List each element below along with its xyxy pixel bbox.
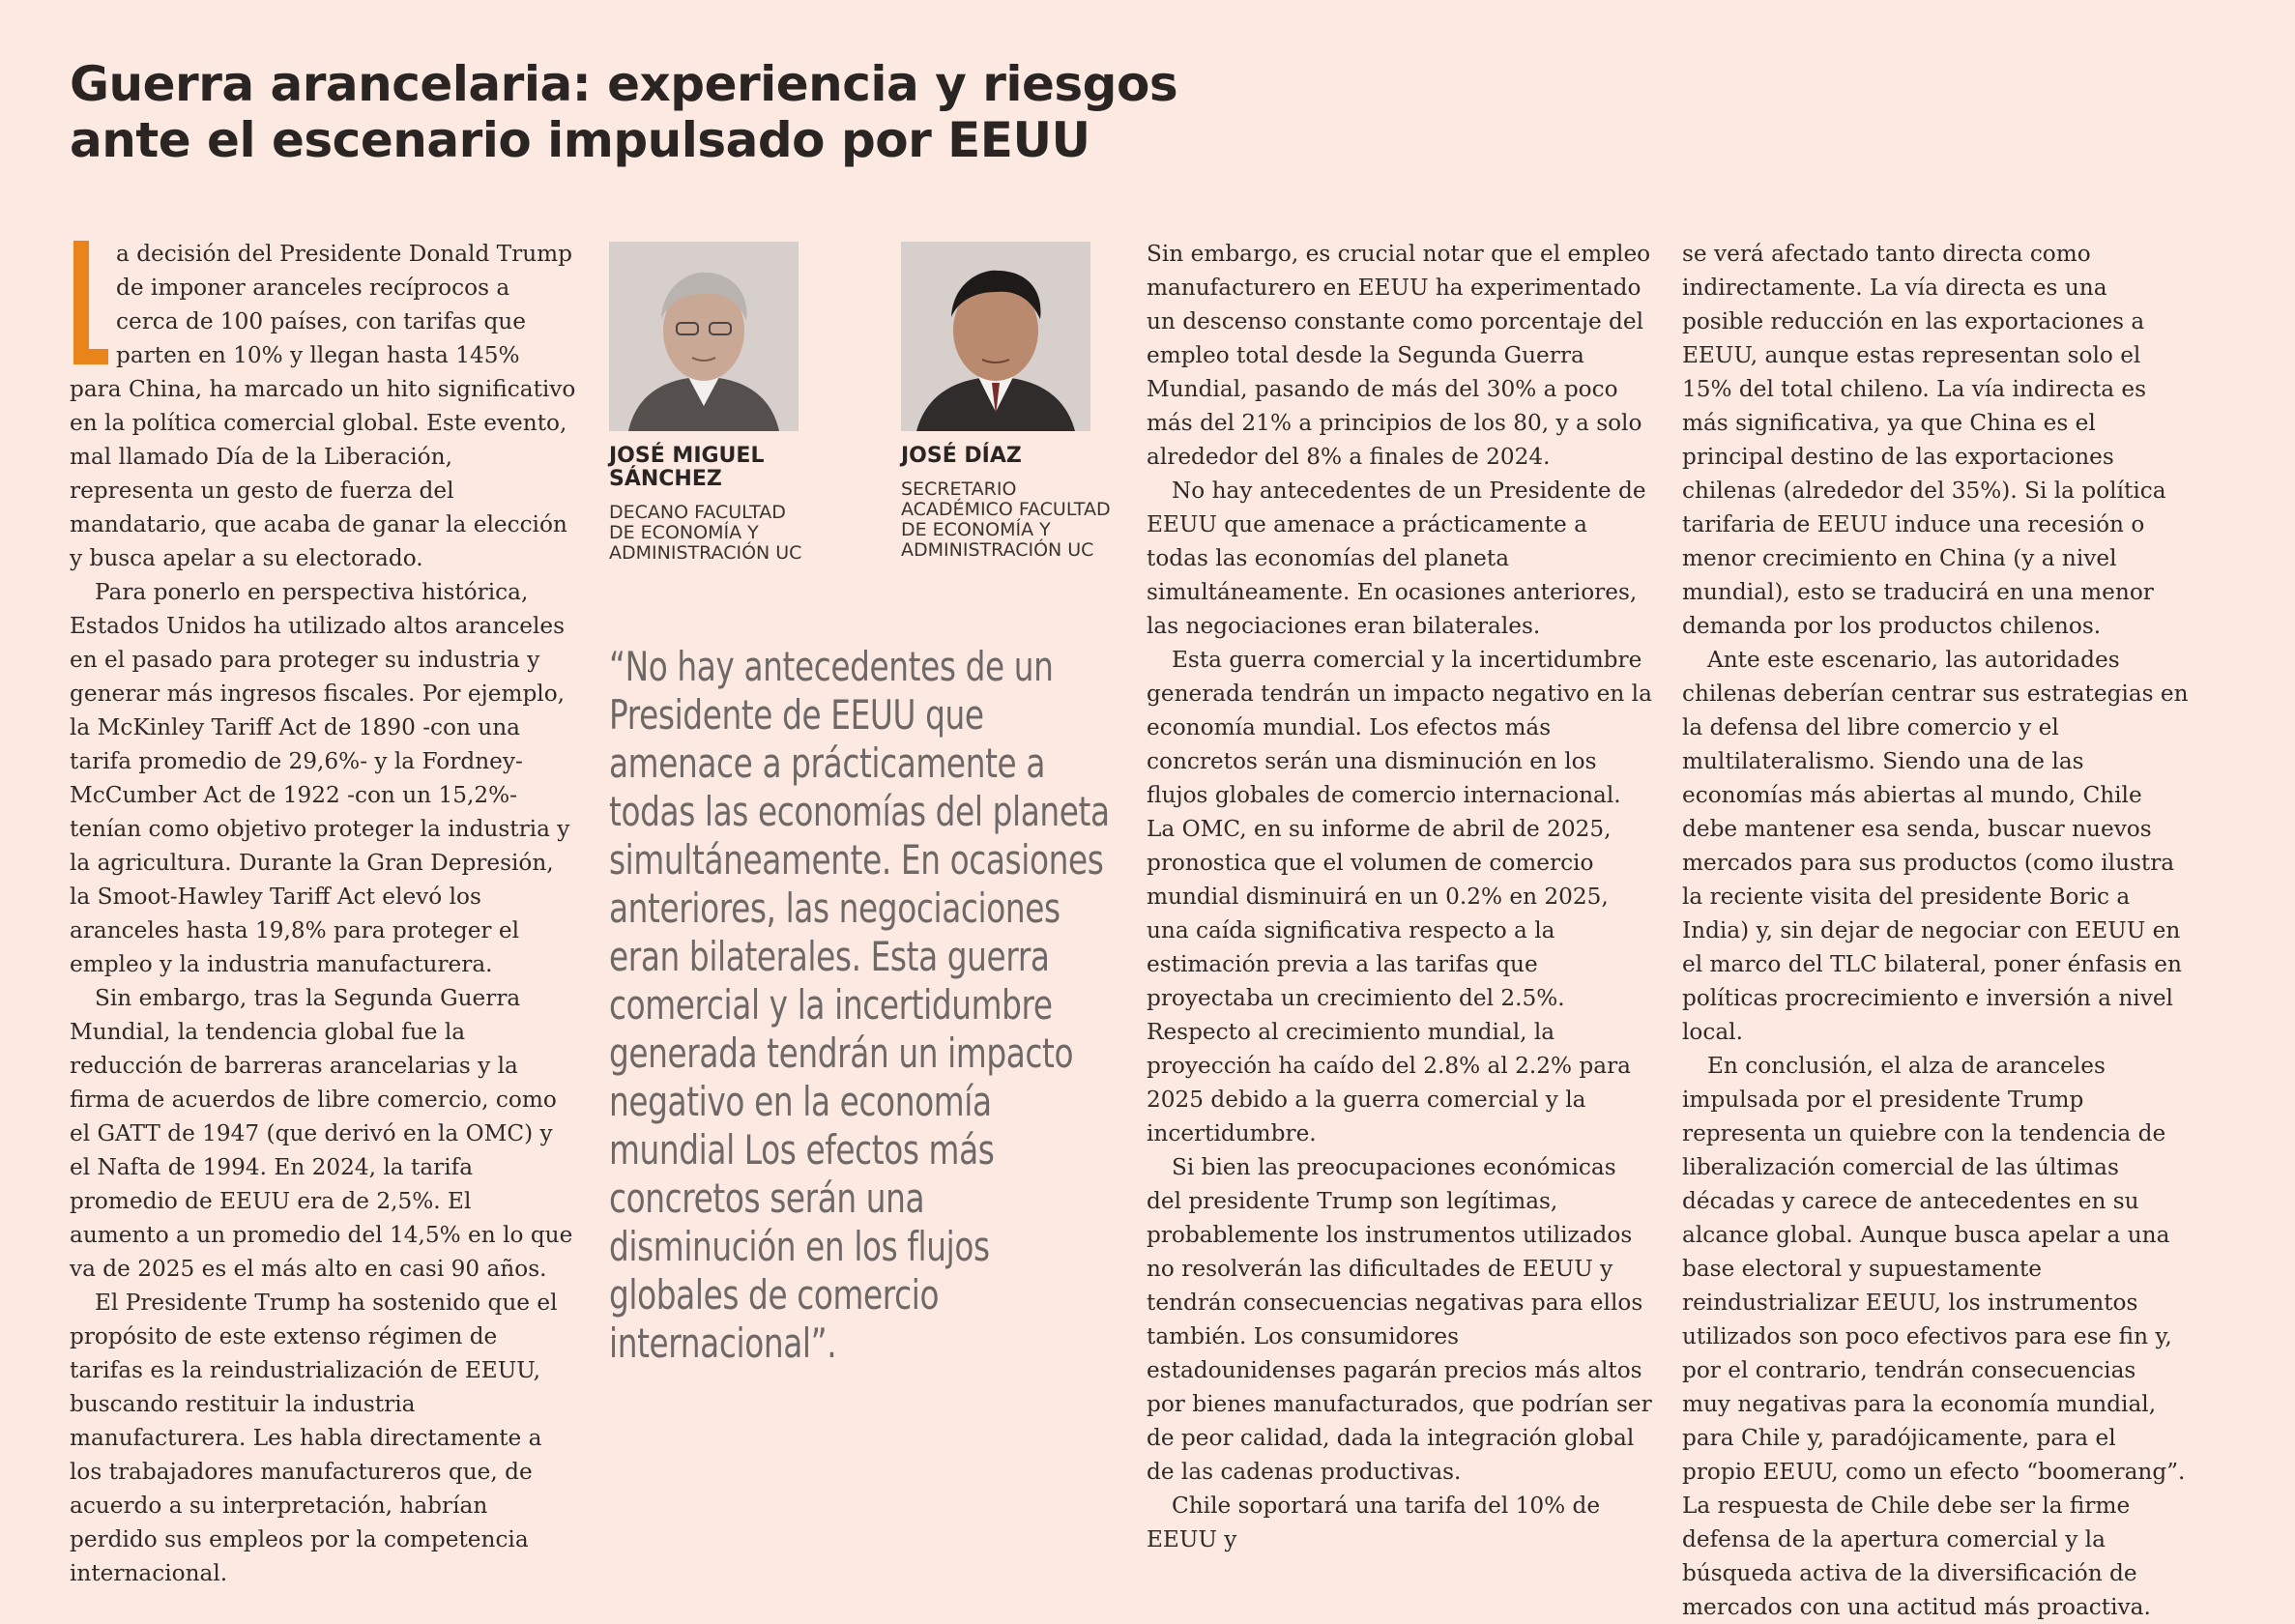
author-photo xyxy=(901,242,1090,431)
article-headline xyxy=(70,56,1230,168)
article-column-4 xyxy=(1682,237,2190,1624)
paragraph: Sin embargo, tras la Segunda Guerra Mundial, la tendencia global fue la reducción de barreras arancelarias y la firma de acuerdos de libre comercio, como el GATT de 1947 (que derivó en la OMC) y el Nafta de 1994. En 2024, la tarifa promedio de EEUU era de 2,5%. El aumento a un promedio del 14,5% en lo que va de 2025 es el más alto en casi 90 años. xyxy=(70,985,573,1282)
paragraph: El Presidente Trump ha sostenido que el propósito de este extenso régimen de tarifas es la reindustrialización de EEUU, buscando restituir la industria manufacturera. Les habla directamente a los trabajadores manufactureros que, de acuerdo a su interpretación, habrían perdido sus empleos por la competencia internacional. xyxy=(70,1290,558,1586)
portrait-icon xyxy=(609,242,799,431)
paragraph: En conclusión, el alza de aranceles impulsada por el presidente Trump representa un quiebre con la tendencia de liberalización comercial de las últimas décadas y carece de antecedentes en su alcance global. Aunque busca apelar a una base electoral y supuestamente reindustrializar EEUU, los instrumentos utilizados son poco efectivos para ese fin y, por el contrario, tendrán consecuencias muy negativas para la economía mundial, para Chile y, paradójicamente, para el propio EEUU, como un efecto “boomerang”. La respuesta de Chile debe ser la firme defensa de la apertura comercial y la búsqueda activa de la diversificación de mercados con una actitud más proactiva. xyxy=(1682,1053,2186,1620)
headline-line-1: Guerra arancelaria: experiencia y riesgos xyxy=(70,56,1178,112)
paragraph: Para ponerlo en perspectiva histórica, Estados Unidos ha utilizado altos aranceles en el pasado para proteger su industria y generar más ingresos fiscales. Por ejemplo, la McKinley Tariff Act de 1890 -con una tarifa promedio de 29,6%- y la Fordney-McCumber Act de 1922 -con un 15,2%- tenían como objetivo proteger la industria y la agricultura. Durante la Gran Depresión, la Smoot-Hawley Tariff Act elevó los aranceles hasta 19,8% para proteger el empleo y la industria manufacturera. xyxy=(70,579,570,977)
paragraph: Sin embargo, es crucial notar que el empleo manufacturero en EEUU ha experimentado un descenso constante como porcentaje del empleo total desde la Segunda Guerra Mundial, pasando de más del 30% a poco más del 21% a principios de los 80, y a solo alrededor del 8% a finales de 2024. xyxy=(1147,241,1651,470)
author-role: SECRETARIO ACADÉMICO FACULTAD DE ECONOMÍA Y ADMINISTRACIÓN UC xyxy=(901,478,1111,561)
paragraph: Si bien las preocupaciones económicas del presidente Trump son legítimas, probablemente los instrumentos utilizados no resolverán las dificultades de EEUU y tendrán consecuencias negativas para ellos también. Los consumidores estadounidenses pagarán precios más altos por bienes manufacturados, que podrían ser de peor calidad, dada la integración global de las cadenas productivas. xyxy=(1147,1154,1652,1485)
author-jose-miguel-sanchez xyxy=(609,242,831,564)
author-photo xyxy=(609,242,799,431)
article-column-3 xyxy=(1147,237,1654,1556)
paragraph: Ante este escenario, las autoridades chilenas deberían centrar sus estrategias en la defensa del libre comercio y el multilateralismo. Siendo una de las economías más abiertas al mundo, Chile debe mantener esa senda, buscar nuevos mercados para sus productos (como ilustra la reciente visita del presidente Boric a India) y, sin dejar de negociar con EEUU en el marco del TLC bilateral, poner énfasis en políticas procrecimiento e inversión a nivel local. xyxy=(1682,647,2189,1045)
paragraph-text: a decisión del Presidente Donald Trump de imponer aranceles recíprocos a cerca de 100 países, con tarifas que parten en 10% y llegan hasta 145% para China, ha marcado un hito significativo en la política comercial global. Este evento, mal llamado Día de la Liberación, representa un gesto de fuerza del mandatario, que acaba de ganar la elección y busca apelar a su electorado. xyxy=(70,241,576,571)
portrait-icon xyxy=(901,242,1090,431)
author-name: JOSÉ MIGUEL SÁNCHEZ xyxy=(609,444,765,491)
pull-quote: “No hay antecedentes de un Presidente de EEUU que amenace a prácticamente a todas las economías del planeta simultáneamente. En ocasiones anteriores, las negociaciones eran bilaterales. Esta guerra comercial y la incertidumbre generada tendrán un impacto negativo en la economía mundial Los efectos más concretos serán una disminución en los flujos globales de comercio internacional”. xyxy=(609,643,1110,1367)
paragraph: Chile soportará una tarifa del 10% de EEUU y xyxy=(1147,1493,1601,1552)
author-name: JOSÉ DÍAZ xyxy=(901,444,1022,468)
drop-cap-l xyxy=(70,241,108,366)
paragraph: No hay antecedentes de un Presidente de EEUU que amenace a prácticamente a todas las economías del planeta simultáneamente. En ocasiones anteriores, las negociaciones eran bilaterales. xyxy=(1147,478,1646,639)
paragraph: Esta guerra comercial y la incertidumbre generada tendrán un impacto negativo en la economía mundial. Los efectos más concretos serán una disminución en los flujos globales de comercio internacional. La OMC, en su informe de abril de 2025, pronostica que el volumen de comercio mundial disminuirá en un 0.2% en 2025, una caída significativa respecto a la estimación previa a las tarifas que proyectaba un crecimiento del 2.5%. Respecto al crecimiento mundial, la proyección ha caído del 2.8% al 2.2% para 2025 debido a la guerra comercial y la incertidumbre. xyxy=(1147,647,1652,1146)
author-jose-diaz xyxy=(901,242,1133,561)
article-column-1 xyxy=(70,237,577,1590)
author-role: DECANO FACULTAD DE ECONOMÍA Y ADMINISTRACIÓN UC xyxy=(609,502,802,564)
paragraph xyxy=(70,237,577,575)
paragraph: se verá afectado tanto directa como indirectamente. La vía directa es una posible reducción en las exportaciones a EEUU, aunque estas representan solo el 15% del total chileno. La vía indirecta es más significativa, ya que China es el principal destino de las exportaciones chilenas (alrededor del 35%). Si la política tarifaria de EEUU induce una recesión o menor crecimiento en China (y a nivel mundial), esto se traducirá en una menor demanda por los productos chilenos. xyxy=(1682,241,2166,639)
headline-line-2: ante el escenario impulsado por EEUU xyxy=(70,112,1090,168)
